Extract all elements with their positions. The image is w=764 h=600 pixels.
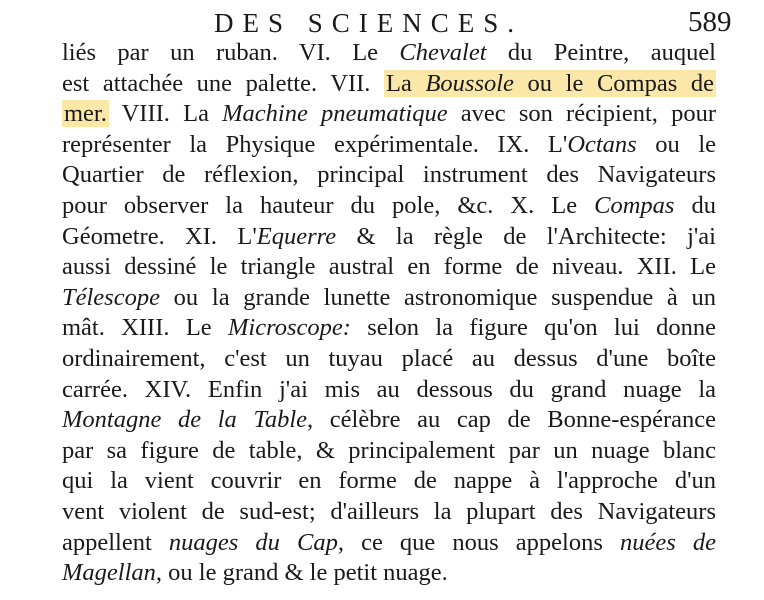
text-line: est attachée une palette. VII. La Boussole ou le Compas de [62,69,714,97]
page-number: 589 [688,6,732,38]
text-line: Magellan, ou le grand & le petit nuage. [62,559,448,587]
text-line: par sa figure de table, & principalement par un nuage blanc [62,436,716,464]
text-line: mât. XIII. Le Microscope: selon la figure qu'on lui donne [62,314,716,342]
highlighted-text: La Boussole ou le Compas de [386,69,714,97]
page-header [0,4,764,40]
text-line: mer. VIII. La Machine pneumatique avec son récipient, pour [64,100,716,128]
highlighted-text: mer. [64,100,107,128]
text-line: Quartier de réflexion, principal instrument des Navigateurs [62,161,716,189]
text-line: liés par un ruban. VI. Le Chevalet du Peintre, auquel [62,39,716,66]
text-line: carrée. XIV. Enfin j'ai mis au dessous du grand nuage la [62,375,716,403]
text-line: qui la vient couvrir en forme de nappe à l'approche d'un [62,467,716,495]
text-line: vent violent de sud-est; d'ailleurs la plupart des Navigateurs [62,497,716,525]
text-line: Géometre. XI. L'Equerre & la règle de l'Architecte: j'ai [62,222,716,250]
text-line: Télescope ou la grande lunette astronomique suspendue à un [62,283,716,311]
body-text [62,38,716,589]
text-line: pour observer la hauteur du pole, &c. X. Le Compas du [62,191,716,219]
text-line: aussi dessiné le triangle austral en forme de niveau. XII. Le [62,253,716,281]
text-line: ordinairement, c'est un tuyau placé au dessus d'une boîte [62,344,716,372]
text-line: appellent nuages du Cap, ce que nous appelons nuées de [62,528,717,556]
text-line: Montagne de la Table, célèbre au cap de Bonne-espérance [62,406,716,434]
running-head: DES SCIENCES. [214,8,524,38]
text-line: représenter la Physique expérimentale. IX. L'Octans ou le [62,130,717,158]
